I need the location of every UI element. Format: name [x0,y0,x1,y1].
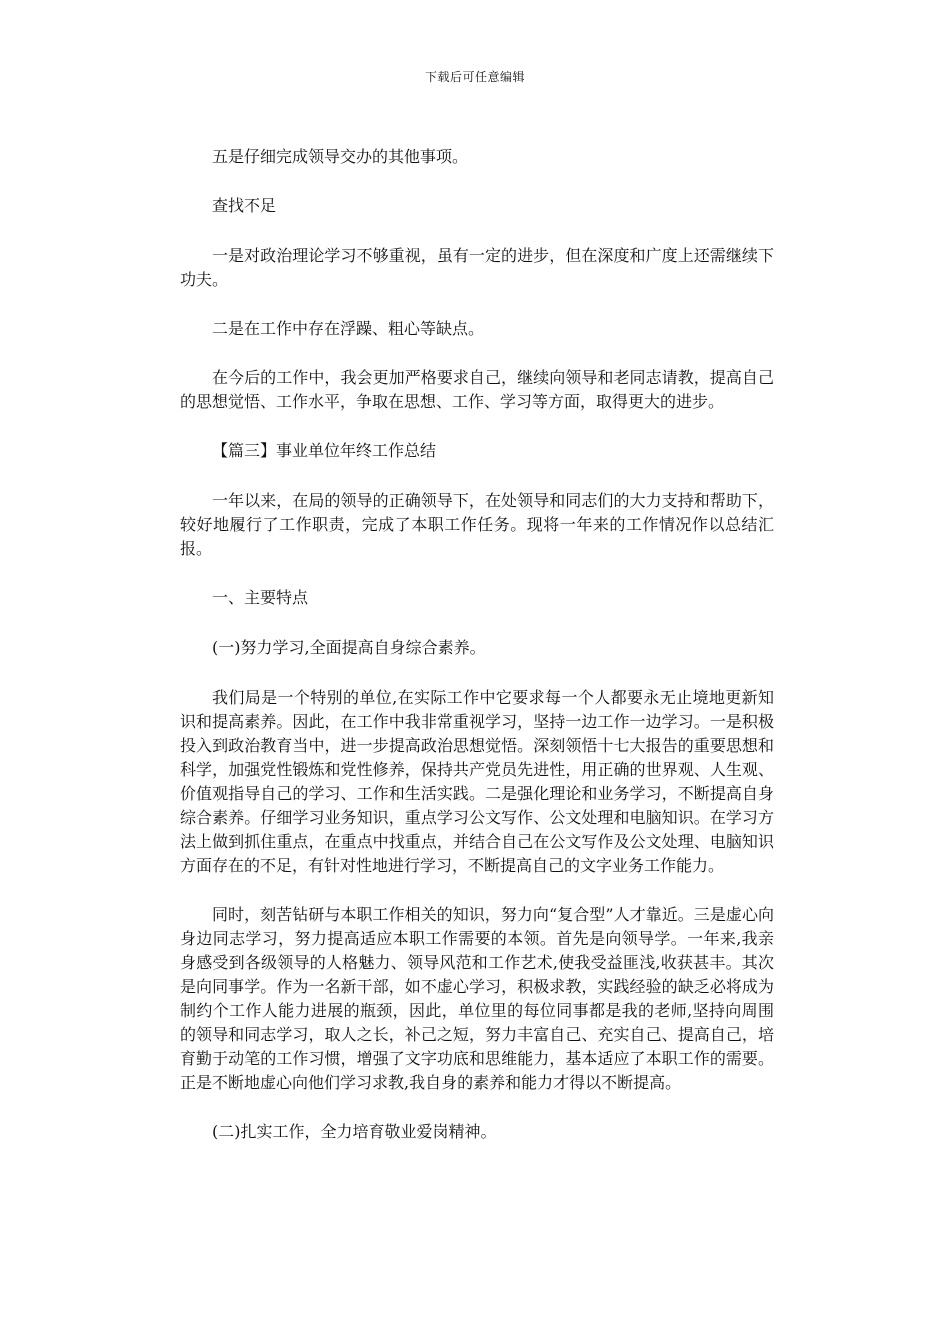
subsection-heading: (二)扎实工作，全力培育敬业爱岗精神。 [212,1122,497,1141]
document-body [180,145,774,1170]
paragraph: 我们局是一个特别的单位,在实际工作中它要求每一个人都要永无止境地更新知识和提高素养。因此，在工作中我非常重视学习，坚持一边工作一边学习。一是积极投入到政治教育当中，进一步提高政治思想觉悟。深刻领悟十七大报告的重要思想和科学，加强党性锻炼和党性修养，保持共产党员先进性，用正确的世界观、人生观、价值观指导自己的学习、工作和生活实践。二是强化理论和业务学习，不断提高自身综合素养。仔细学习业务知识，重点学习公文写作、公文处理和电脑知识。在学习方法上做到抓住重点，在重点中找重点，并结合自己在公文写作及公文处理、电脑知识方面存在的不足，有针对性地进行学习，不断提高自己的文字业务工作能力。 [180,688,774,875]
section-heading: 查找不足 [212,196,277,215]
paragraph: 同时，刻苦钻研与本职工作相关的知识，努力向“复合型”人才靠近。三是虚心向身边同志学习，努力提高适应本职工作需要的本领。首先是向领导学。一年来,我亲身感受到各级领导的人格魅力、领导风范和工作艺术,使我受益匪浅,收获甚丰。其次是向同事学。作为一名新干部，如不虚心学习，积极求教，实践经验的缺乏必将成为制约个工作人能力进展的瓶颈，因此，单位里的每位同事都是我的老师,坚持向周围的领导和同志学习，取人之长，补己之短，努力丰富自己、充实自己、提高自己，培育勤于动笔的工作习惯，增强了文字功底和思维能力，基本适应了本职工作的需要。正是不断地虚心向他们学习求教,我自身的素养和能力才得以不断提高。 [180,905,774,1092]
section-heading: 【篇三】事业单位年终工作总结 [212,441,437,460]
section-heading: 一、主要特点 [212,588,309,607]
paragraph: 一是对政治理论学习不够重视，虽有一定的进步，但在深度和广度上还需继续下功夫。 [180,246,774,289]
paragraph: 在今后的工作中，我会更加严格要求自己，继续向领导和老同志请教，提高自己的思想觉悟、工作水平，争取在思想、工作、学习等方面，取得更大的进步。 [180,368,774,411]
paragraph: 一年以来，在局的领导的正确领导下，在处领导和同志们的大力支持和帮助下，较好地履行了工作职责，完成了本职工作任务。现将一年来的工作情况作以总结汇报。 [180,491,774,558]
paragraph: 五是仔细完成领导交办的其他事项。 [212,147,469,166]
subsection-heading: (一)努力学习,全面提高自身综合素养。 [212,638,486,657]
paragraph: 二是在工作中存在浮躁、粗心等缺点。 [212,319,485,338]
header-note: 下载后可任意编辑 [424,70,525,84]
